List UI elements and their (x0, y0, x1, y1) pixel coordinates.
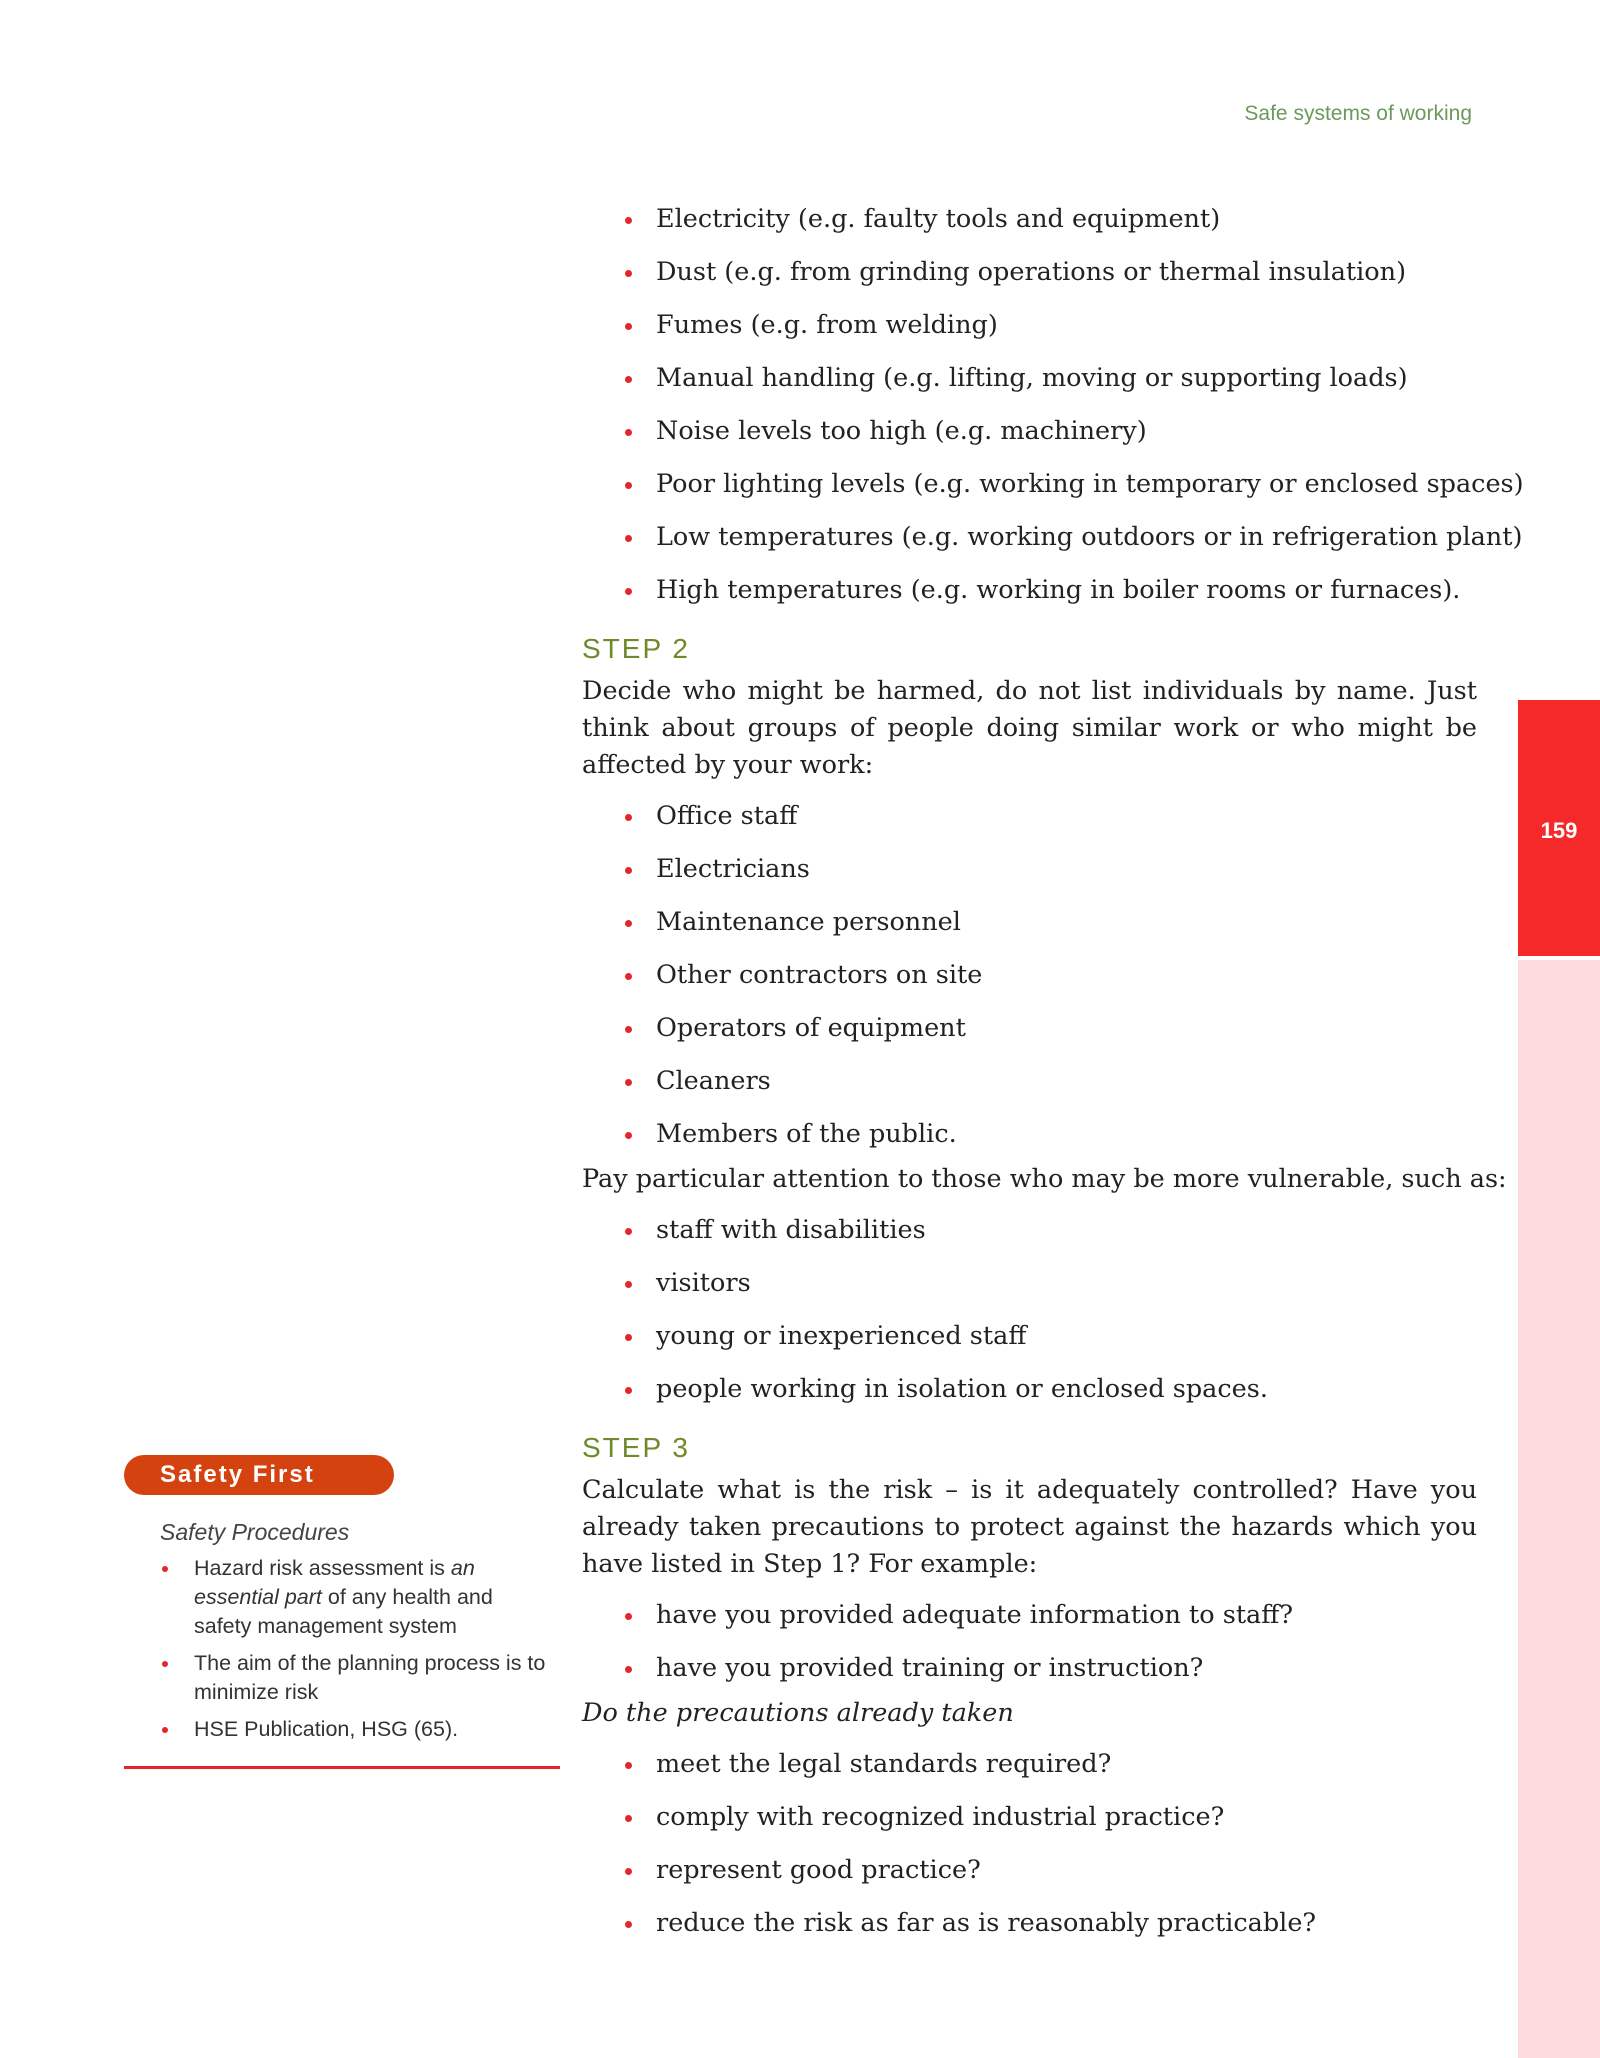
list-item: Manual handling (e.g. lifting, moving or supporting loads) (582, 352, 1477, 405)
list-item: Electricians (582, 843, 1477, 896)
vulnerable-intro: Pay particular attention to those who may be more vulnerable, such as: (582, 1164, 1507, 1194)
precautions-intro: Do the precautions already taken (582, 1698, 1014, 1728)
list-item: Cleaners (582, 1055, 1477, 1108)
step3-intro: Calculate what is the risk – is it adequately controlled? Have you already taken precautions to protect against the hazards which you have listed in Step 1? For example: (582, 1475, 1477, 1579)
bullet-icon (625, 867, 632, 874)
bullet-icon (625, 1762, 632, 1769)
list-item: Members of the public. (582, 1108, 1477, 1161)
list-item: Operators of equipment (582, 1002, 1477, 1055)
bullet-icon (162, 1566, 168, 1572)
list-item: Electricity (e.g. faulty tools and equipment) (582, 193, 1477, 246)
bullet-icon (625, 1281, 632, 1288)
list-item: Low temperatures (e.g. working outdoors or in refrigeration plant) (582, 511, 1477, 564)
bullet-icon (162, 1727, 168, 1733)
list-item: represent good practice? (582, 1844, 1477, 1897)
bullet-icon (625, 270, 632, 277)
list-item: High temperatures (e.g. working in boiler rooms or furnaces). (582, 564, 1477, 617)
bullet-icon (625, 920, 632, 927)
bullet-icon (625, 1613, 632, 1620)
list-item: Maintenance personnel (582, 896, 1477, 949)
vulnerable-list (582, 1204, 1477, 1416)
bullet-icon (162, 1661, 168, 1667)
list-item: Noise levels too high (e.g. machinery) (582, 405, 1477, 458)
bullet-icon (625, 1132, 632, 1139)
precautions-list (582, 1738, 1477, 1950)
bullet-icon (625, 1921, 632, 1928)
list-item: reduce the risk as far as is reasonably practicable? (582, 1897, 1477, 1950)
list-item: Dust (e.g. from grinding operations or thermal insulation) (582, 246, 1477, 299)
groups-list (582, 790, 1477, 1161)
sidebar-divider (124, 1766, 560, 1769)
hazards-list (582, 193, 1524, 617)
bullet-icon (625, 1334, 632, 1341)
bullet-icon (625, 376, 632, 383)
running-head: Safe systems of working (1244, 102, 1472, 125)
step2-heading: STEP 2 (582, 633, 690, 664)
main-content (582, 193, 1524, 1950)
step3-heading: STEP 3 (582, 1432, 690, 1463)
bullet-icon (625, 814, 632, 821)
page-number: 159 (1540, 818, 1578, 843)
page-number-tab (1518, 700, 1600, 956)
bullet-icon (625, 323, 632, 330)
safety-first-sidebar (124, 1455, 560, 1769)
bullet-icon (625, 535, 632, 542)
list-item: The aim of the planning process is to minimize risk (124, 1649, 560, 1707)
bullet-icon (625, 429, 632, 436)
list-item: Other contractors on site (582, 949, 1477, 1002)
list-item: comply with recognized industrial practice? (582, 1791, 1477, 1844)
list-item: have you provided adequate information to staff? (582, 1589, 1477, 1642)
list-item: HSE Publication, HSG (65). (124, 1715, 560, 1744)
sidebar-title: Safety First (124, 1455, 394, 1495)
list-item: Hazard risk assessment is an essential part of any health and safety management system (124, 1554, 560, 1641)
sidebar-subtitle: Safety Procedures (160, 1519, 350, 1545)
list-item: Poor lighting levels (e.g. working in temporary or enclosed spaces) (582, 458, 1477, 511)
bullet-icon (625, 1079, 632, 1086)
bullet-icon (625, 973, 632, 980)
list-item: meet the legal standards required? (582, 1738, 1477, 1791)
list-item: Fumes (e.g. from welding) (582, 299, 1477, 352)
bullet-icon (625, 1026, 632, 1033)
bullet-icon (625, 1666, 632, 1673)
step2-intro: Decide who might be harmed, do not list individuals by name. Just think about groups of people doing similar work or who might be affected by your work: (582, 676, 1477, 780)
list-item: staff with disabilities (582, 1204, 1477, 1257)
sidebar-list (124, 1554, 560, 1744)
bullet-icon (625, 1868, 632, 1875)
list-item: young or inexperienced staff (582, 1310, 1477, 1363)
bullet-icon (625, 482, 632, 489)
bullet-icon (625, 217, 632, 224)
bullet-icon (625, 1387, 632, 1394)
list-item: people working in isolation or enclosed spaces. (582, 1363, 1477, 1416)
bullet-icon (625, 588, 632, 595)
bullet-icon (625, 1228, 632, 1235)
questions-list (582, 1589, 1477, 1695)
list-item: Office staff (582, 790, 1477, 843)
list-item: visitors (582, 1257, 1477, 1310)
thumb-divider (1518, 956, 1600, 960)
list-item: have you provided training or instruction? (582, 1642, 1477, 1695)
bullet-icon (625, 1815, 632, 1822)
